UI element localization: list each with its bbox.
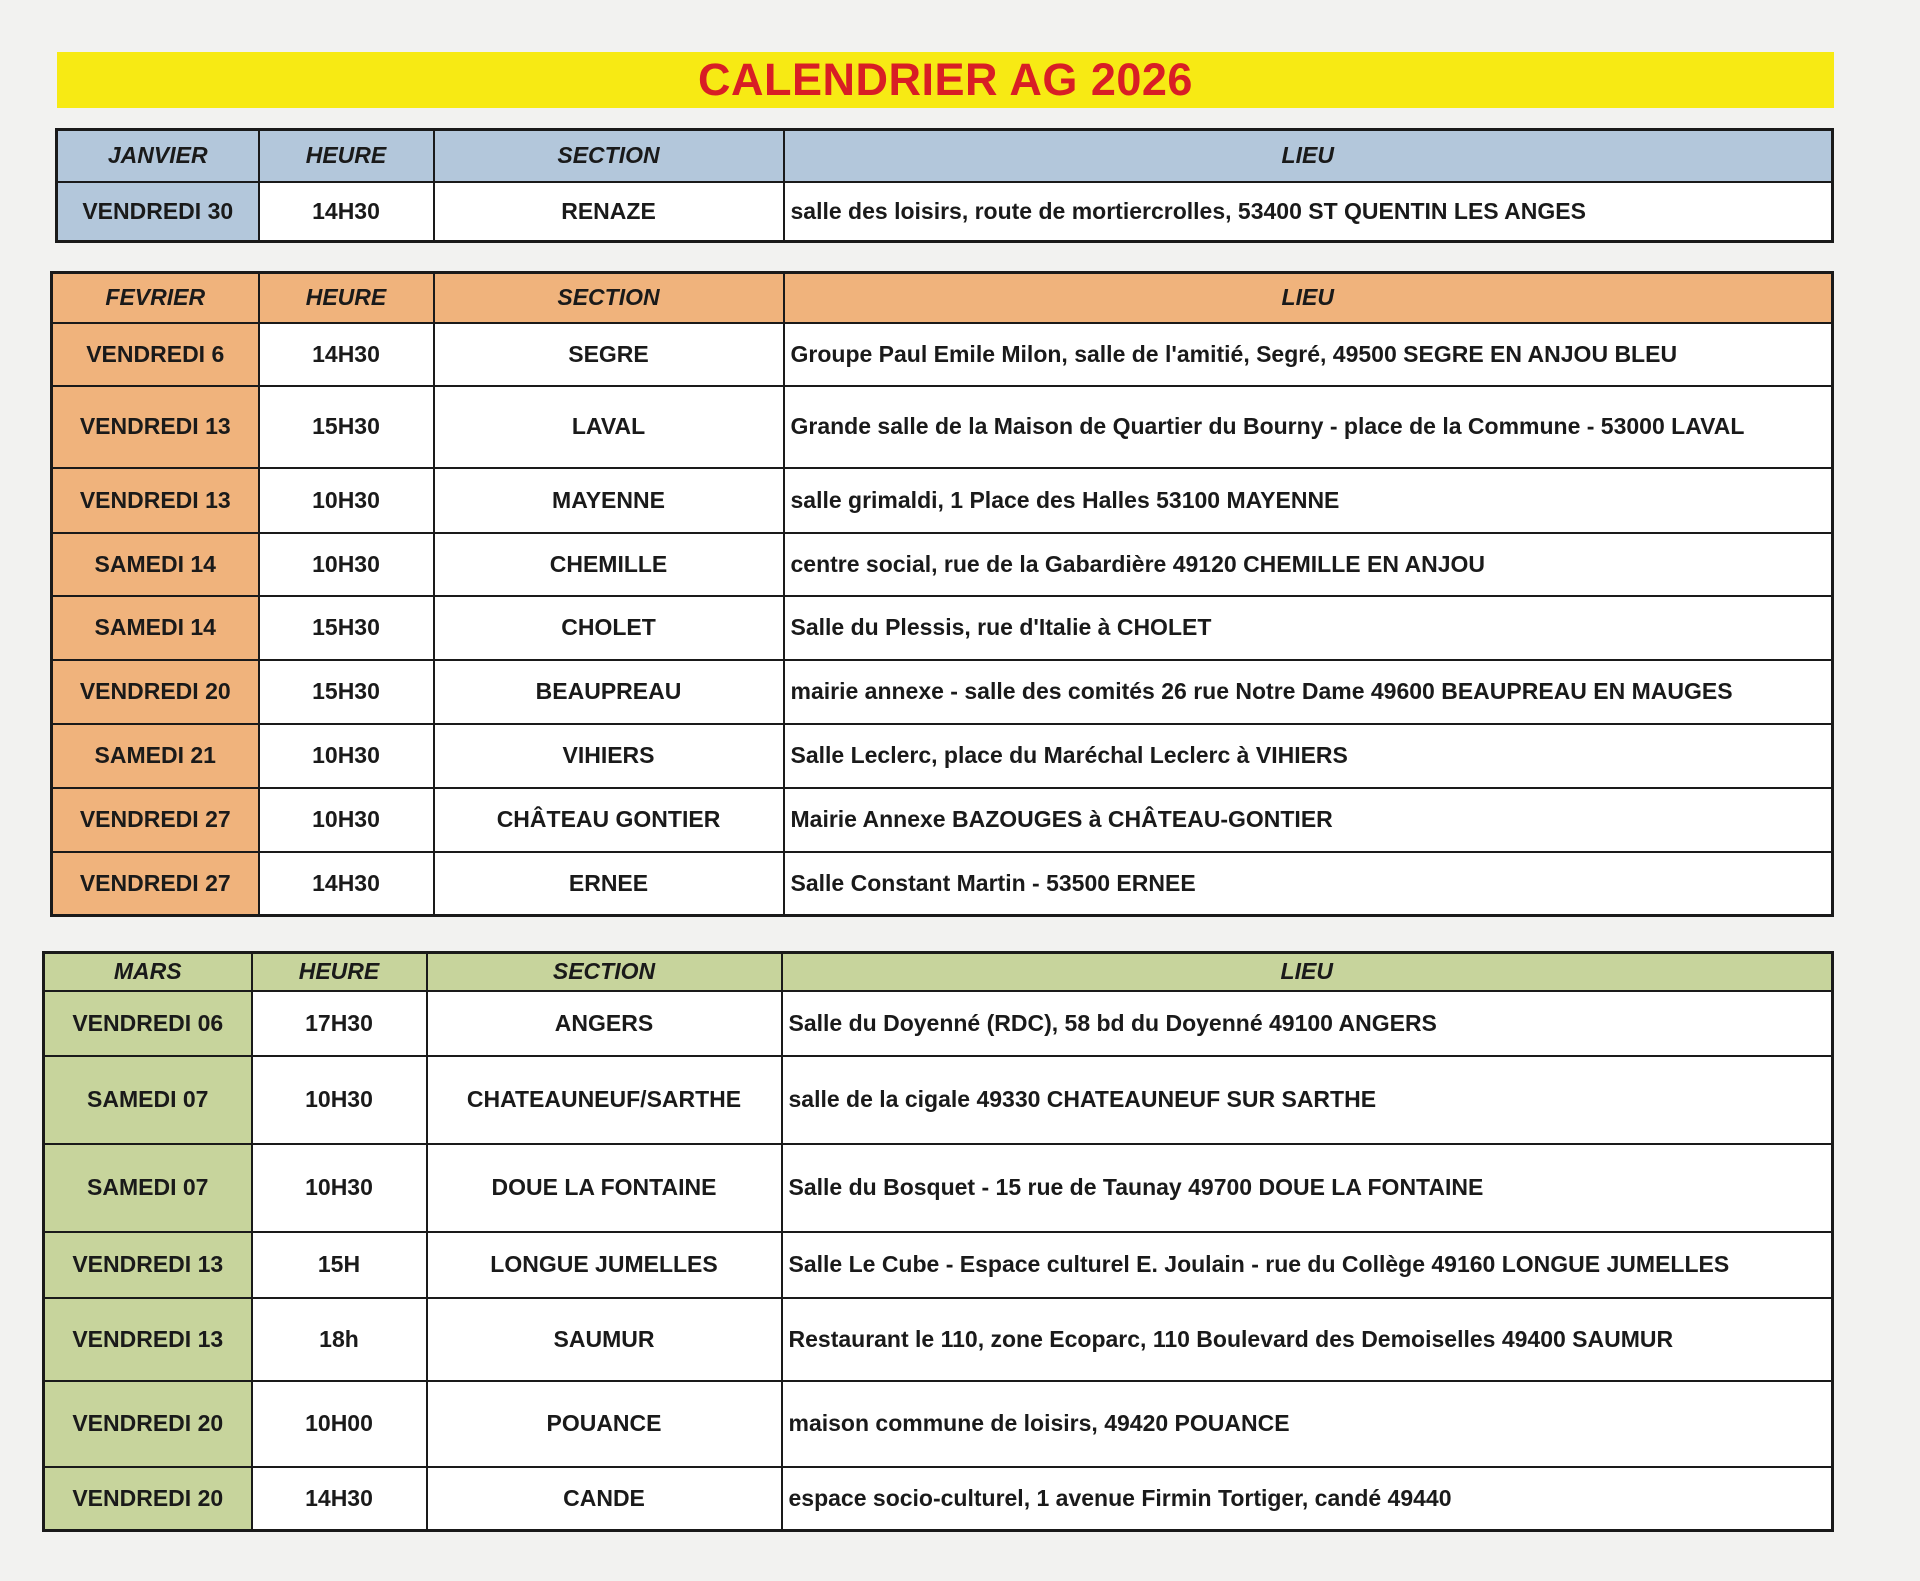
cell-section: CHÂTEAU GONTIER — [434, 788, 784, 852]
table-row — [52, 724, 1833, 788]
header-lieu: LIEU — [784, 130, 1833, 182]
table-row — [44, 1144, 1833, 1232]
cell-section: BEAUPREAU — [434, 660, 784, 724]
cell-section: CANDE — [427, 1467, 782, 1531]
cell-day: VENDREDI 6 — [52, 323, 259, 386]
cell-time: 18h — [252, 1298, 427, 1381]
table-fevrier — [50, 271, 1834, 917]
cell-day: VENDREDI 13 — [44, 1298, 252, 1381]
cell-section: ERNEE — [434, 852, 784, 916]
table-row — [44, 1298, 1833, 1381]
cell-day: VENDREDI 20 — [44, 1381, 252, 1467]
cell-section: POUANCE — [427, 1381, 782, 1467]
cell-place: Grande salle de la Maison de Quartier du Bourny - place de la Commune - 53000 LAVAL — [784, 386, 1833, 468]
cell-time: 15H30 — [259, 660, 434, 724]
cell-place: Salle du Bosquet - 15 rue de Taunay 49700 DOUE LA FONTAINE — [782, 1144, 1833, 1232]
cell-day: SAMEDI 14 — [52, 596, 259, 660]
cell-place: Salle du Plessis, rue d'Italie à CHOLET — [784, 596, 1833, 660]
cell-place: Salle Leclerc, place du Maréchal Leclerc à VIHIERS — [784, 724, 1833, 788]
cell-section: LAVAL — [434, 386, 784, 468]
header-heure: HEURE — [259, 273, 434, 323]
header-section: SECTION — [427, 953, 782, 991]
table-row — [52, 852, 1833, 916]
cell-day: SAMEDI 07 — [44, 1144, 252, 1232]
table-row — [44, 991, 1833, 1056]
cell-section: VIHIERS — [434, 724, 784, 788]
header-section: SECTION — [434, 273, 784, 323]
cell-time: 10H30 — [259, 788, 434, 852]
cell-day: SAMEDI 14 — [52, 533, 259, 596]
cell-section: CHOLET — [434, 596, 784, 660]
cell-place: salle de la cigale 49330 CHATEAUNEUF SUR SARTHE — [782, 1056, 1833, 1144]
cell-time: 14H30 — [259, 852, 434, 916]
cell-time: 10H00 — [252, 1381, 427, 1467]
cell-section: DOUE LA FONTAINE — [427, 1144, 782, 1232]
header-lieu: LIEU — [782, 953, 1833, 991]
cell-place: Salle Le Cube - Espace culturel E. Joulain - rue du Collège 49160 LONGUE JUMELLES — [782, 1232, 1833, 1298]
cell-section: ANGERS — [427, 991, 782, 1056]
cell-place: salle des loisirs, route de mortiercrolles, 53400 ST QUENTIN LES ANGES — [784, 182, 1833, 242]
cell-time: 14H30 — [252, 1467, 427, 1531]
cell-time: 15H30 — [259, 386, 434, 468]
cell-day: VENDREDI 13 — [44, 1232, 252, 1298]
cell-time: 10H30 — [259, 468, 434, 533]
cell-time: 10H30 — [252, 1144, 427, 1232]
table-row — [44, 1232, 1833, 1298]
cell-time: 15H — [252, 1232, 427, 1298]
cell-section: SAUMUR — [427, 1298, 782, 1381]
table-row — [52, 468, 1833, 533]
table-row — [44, 1467, 1833, 1531]
cell-place: Restaurant le 110, zone Ecoparc, 110 Boulevard des Demoiselles 49400 SAUMUR — [782, 1298, 1833, 1381]
title-banner — [57, 52, 1834, 108]
header-section: SECTION — [434, 130, 784, 182]
cell-day: VENDREDI 13 — [52, 386, 259, 468]
cell-section: SEGRE — [434, 323, 784, 386]
table-row — [44, 1056, 1833, 1144]
table-mars — [42, 951, 1834, 1532]
cell-time: 10H30 — [259, 533, 434, 596]
cell-section: RENAZE — [434, 182, 784, 242]
cell-place: Salle Constant Martin - 53500 ERNEE — [784, 852, 1833, 916]
cell-place: espace socio-culturel, 1 avenue Firmin Tortiger, candé 49440 — [782, 1467, 1833, 1531]
cell-place: Groupe Paul Emile Milon, salle de l'amitié, Segré, 49500 SEGRE EN ANJOU BLEU — [784, 323, 1833, 386]
cell-day: VENDREDI 30 — [57, 182, 259, 242]
cell-day: SAMEDI 07 — [44, 1056, 252, 1144]
table-header-row — [57, 130, 1833, 182]
cell-place: centre social, rue de la Gabardière 49120 CHEMILLE EN ANJOU — [784, 533, 1833, 596]
table-row — [52, 660, 1833, 724]
cell-time: 10H30 — [252, 1056, 427, 1144]
cell-time: 10H30 — [259, 724, 434, 788]
table-row — [52, 788, 1833, 852]
cell-place: salle grimaldi, 1 Place des Halles 53100 MAYENNE — [784, 468, 1833, 533]
header-heure: HEURE — [252, 953, 427, 991]
table-row — [52, 323, 1833, 386]
cell-time: 14H30 — [259, 323, 434, 386]
table-row — [52, 533, 1833, 596]
cell-time: 17H30 — [252, 991, 427, 1056]
cell-day: VENDREDI 27 — [52, 852, 259, 916]
table-row — [52, 596, 1833, 660]
cell-day: VENDREDI 20 — [44, 1467, 252, 1531]
header-month: JANVIER — [57, 130, 259, 182]
table-header-row — [52, 273, 1833, 323]
cell-place: mairie annexe - salle des comités 26 rue Notre Dame 49600 BEAUPREAU EN MAUGES — [784, 660, 1833, 724]
cell-section: MAYENNE — [434, 468, 784, 533]
header-month: FEVRIER — [52, 273, 259, 323]
cell-time: 15H30 — [259, 596, 434, 660]
header-lieu: LIEU — [784, 273, 1833, 323]
page-title: CALENDRIER AG 2026 — [698, 54, 1193, 105]
cell-day: VENDREDI 20 — [52, 660, 259, 724]
cell-day: VENDREDI 27 — [52, 788, 259, 852]
table-row — [44, 1381, 1833, 1467]
header-month: MARS — [44, 953, 252, 991]
table-janvier — [55, 128, 1834, 243]
cell-day: VENDREDI 06 — [44, 991, 252, 1056]
cell-place: Mairie Annexe BAZOUGES à CHÂTEAU-GONTIER — [784, 788, 1833, 852]
cell-place: Salle du Doyenné (RDC), 58 bd du Doyenné 49100 ANGERS — [782, 991, 1833, 1056]
header-heure: HEURE — [259, 130, 434, 182]
table-row — [52, 386, 1833, 468]
cell-section: LONGUE JUMELLES — [427, 1232, 782, 1298]
cell-section: CHEMILLE — [434, 533, 784, 596]
table-row — [57, 182, 1833, 242]
cell-day: VENDREDI 13 — [52, 468, 259, 533]
cell-section: CHATEAUNEUF/SARTHE — [427, 1056, 782, 1144]
cell-time: 14H30 — [259, 182, 434, 242]
cell-day: SAMEDI 21 — [52, 724, 259, 788]
cell-place: maison commune de loisirs, 49420 POUANCE — [782, 1381, 1833, 1467]
table-header-row — [44, 953, 1833, 991]
